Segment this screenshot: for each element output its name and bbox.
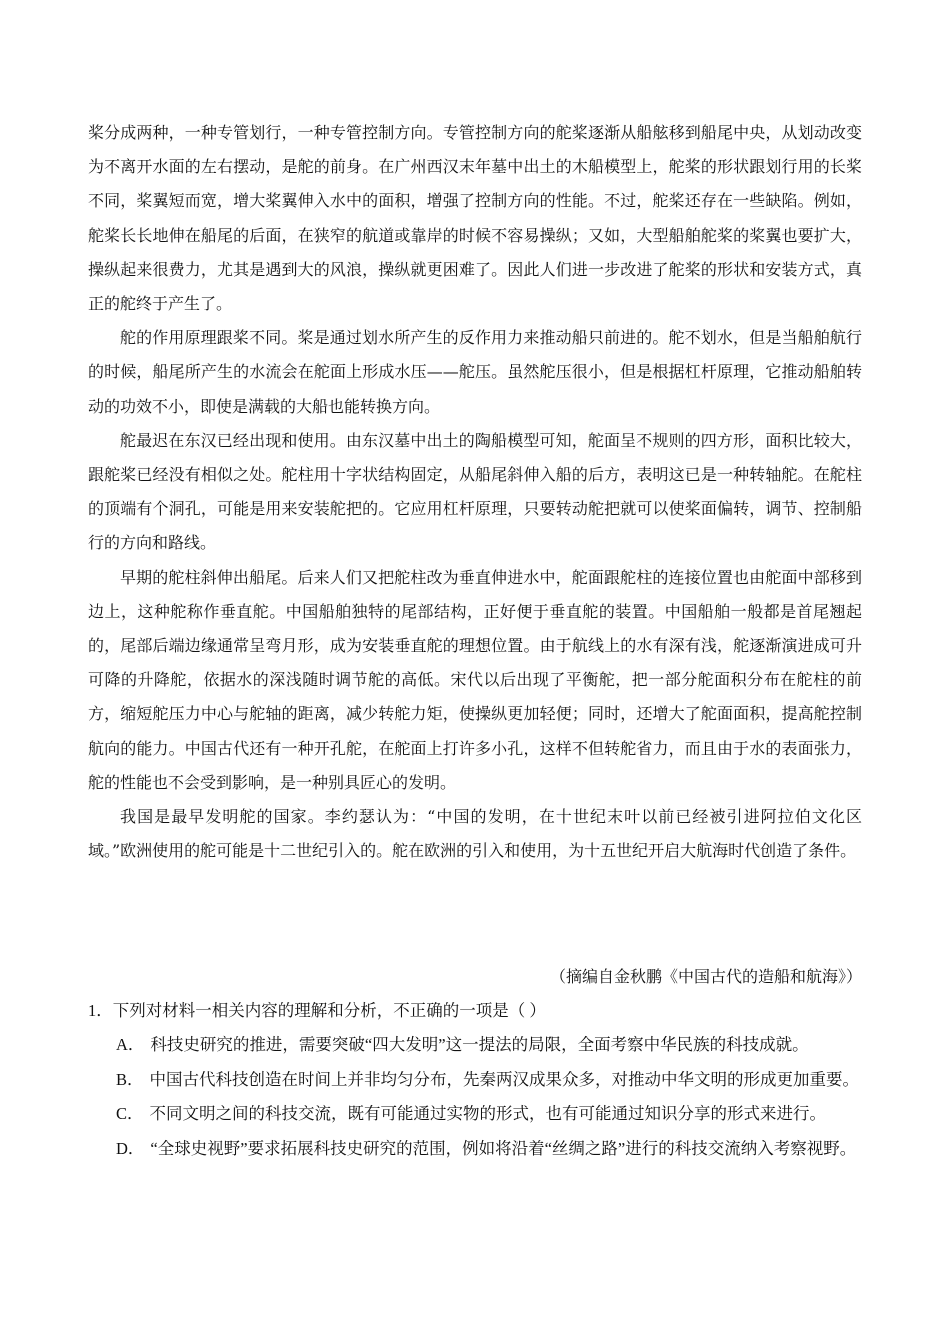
reading-passage <box>88 116 862 868</box>
option-letter: B． <box>116 1069 144 1089</box>
option-letter: D． <box>116 1138 145 1158</box>
passage-paragraph: 我国是最早发明舵的国家。李约瑟认为：“中国的发明，在十世纪末叶以前已经被引进阿拉伯文化区域。”欧洲使用的舵可能是十二世纪引入的。舵在欧洲的引入和使用，为十五世纪开启大航海时代创造了条件。 <box>88 807 862 861</box>
option-letter: C． <box>116 1104 144 1124</box>
question-stem: 1．下列对材料一相关内容的理解和分析，不正确的一项是（ ） <box>88 1001 546 1020</box>
option-a <box>88 1028 862 1062</box>
option-d <box>88 1132 862 1166</box>
option-text: 不同文明之间的科技交流，既有可能通过实物的形式，也有可能通过知识分享的形式来进行。 <box>149 1104 827 1124</box>
option-text: “全球史视野”要求拓展科技史研究的范围，例如将沿着“丝绸之路”进行的科技交流纳入考察视野。 <box>150 1138 857 1158</box>
option-text: 科技史研究的推进，需要突破“四大发明”这一提法的局限，全面考察中华民族的科技成就。 <box>150 1035 809 1055</box>
passage-source-citation: （摘编自金秋鹏《中国古代的造船和航海》） <box>549 967 862 986</box>
passage-paragraph: 舵最迟在东汉已经出现和使用。由东汉墓中出土的陶船模型可知，舵面呈不规则的四方形，面积比较大，跟舵桨已经没有相似之处。舵柱用十字状结构固定，从船尾斜伸入船的后方，表明这已是一种转轴舵。在舵柱的顶端有个洞孔，可能是用来安装舵把的。它应用杠杆原理，只要转动舵把就可以使桨面偏转，调节、控制船行的方向和路线。 <box>88 430 862 553</box>
option-letter: A． <box>116 1035 145 1055</box>
option-text: 中国古代科技创造在时间上并非均匀分布，先秦两汉成果众多，对推动中华文明的形成更加重要。 <box>149 1069 860 1089</box>
passage-paragraph: 舵的作用原理跟桨不同。桨是通过划水所产生的反作用力来推动船只前进的。舵不划水，但是当船舶航行的时候，船尾所产生的水流会在舵面上形成水压——舵压。虽然舵压很小，但是根据杠杆原理，它推动船舶转动的功效不小，即使是满载的大船也能转换方向。 <box>88 328 862 416</box>
question-1 <box>88 994 862 1166</box>
option-c <box>88 1097 862 1131</box>
option-b <box>88 1063 862 1097</box>
passage-paragraph: 早期的舵柱斜伸出船尾。后来人们又把舵柱改为垂直伸进水中，舵面跟舵柱的连接位置也由舵面中部移到边上，这种舵称作垂直舵。中国船舶独特的尾部结构，正好便于垂直舵的装置。中国船舶一般都是首尾翘起的，尾部后端边缘通常呈弯月形，成为安装垂直舵的理想位置。由于航线上的水有深有浅，舵逐渐演进成可升可降的升降舵，依据水的深浅随时调节舵的高低。宋代以后出现了平衡舵，把一部分舵面积分布在舵柱的前方，缩短舵压力中心与舵轴的距离，减少转舵力矩，使操纵更加轻便；同时，还增大了舵面面积，提高舵控制航向的能力。中国古代还有一种开孔舵，在舵面上打许多小孔，这样不但转舵省力，而且由于水的表面张力，舵的性能也不会受到影响，是一种别具匠心的发明。 <box>88 567 862 792</box>
passage-paragraph: 桨分成两种，一种专管划行，一种专管控制方向。专管控制方向的舵桨逐渐从船舷移到船尾中央，从划动改变为不离开水面的左右摆动，是舵的前身。在广州西汉末年墓中出土的木船模型上，舵桨的形状跟划行用的长桨不同，桨翼短而宽，增大桨翼伸入水中的面积，增强了控制方向的性能。不过，舵桨还存在一些缺陷。例如，舵桨长长地伸在船尾的后面，在狭窄的航道或靠岸的时候不容易操纵；又如，大型船舶舵桨的桨翼也要扩大，操纵起来很费力，尤其是遇到大的风浪，操纵就更困难了。因此人们进一步改进了舵桨的形状和安装方式，真正的舵终于产生了。 <box>88 123 862 314</box>
